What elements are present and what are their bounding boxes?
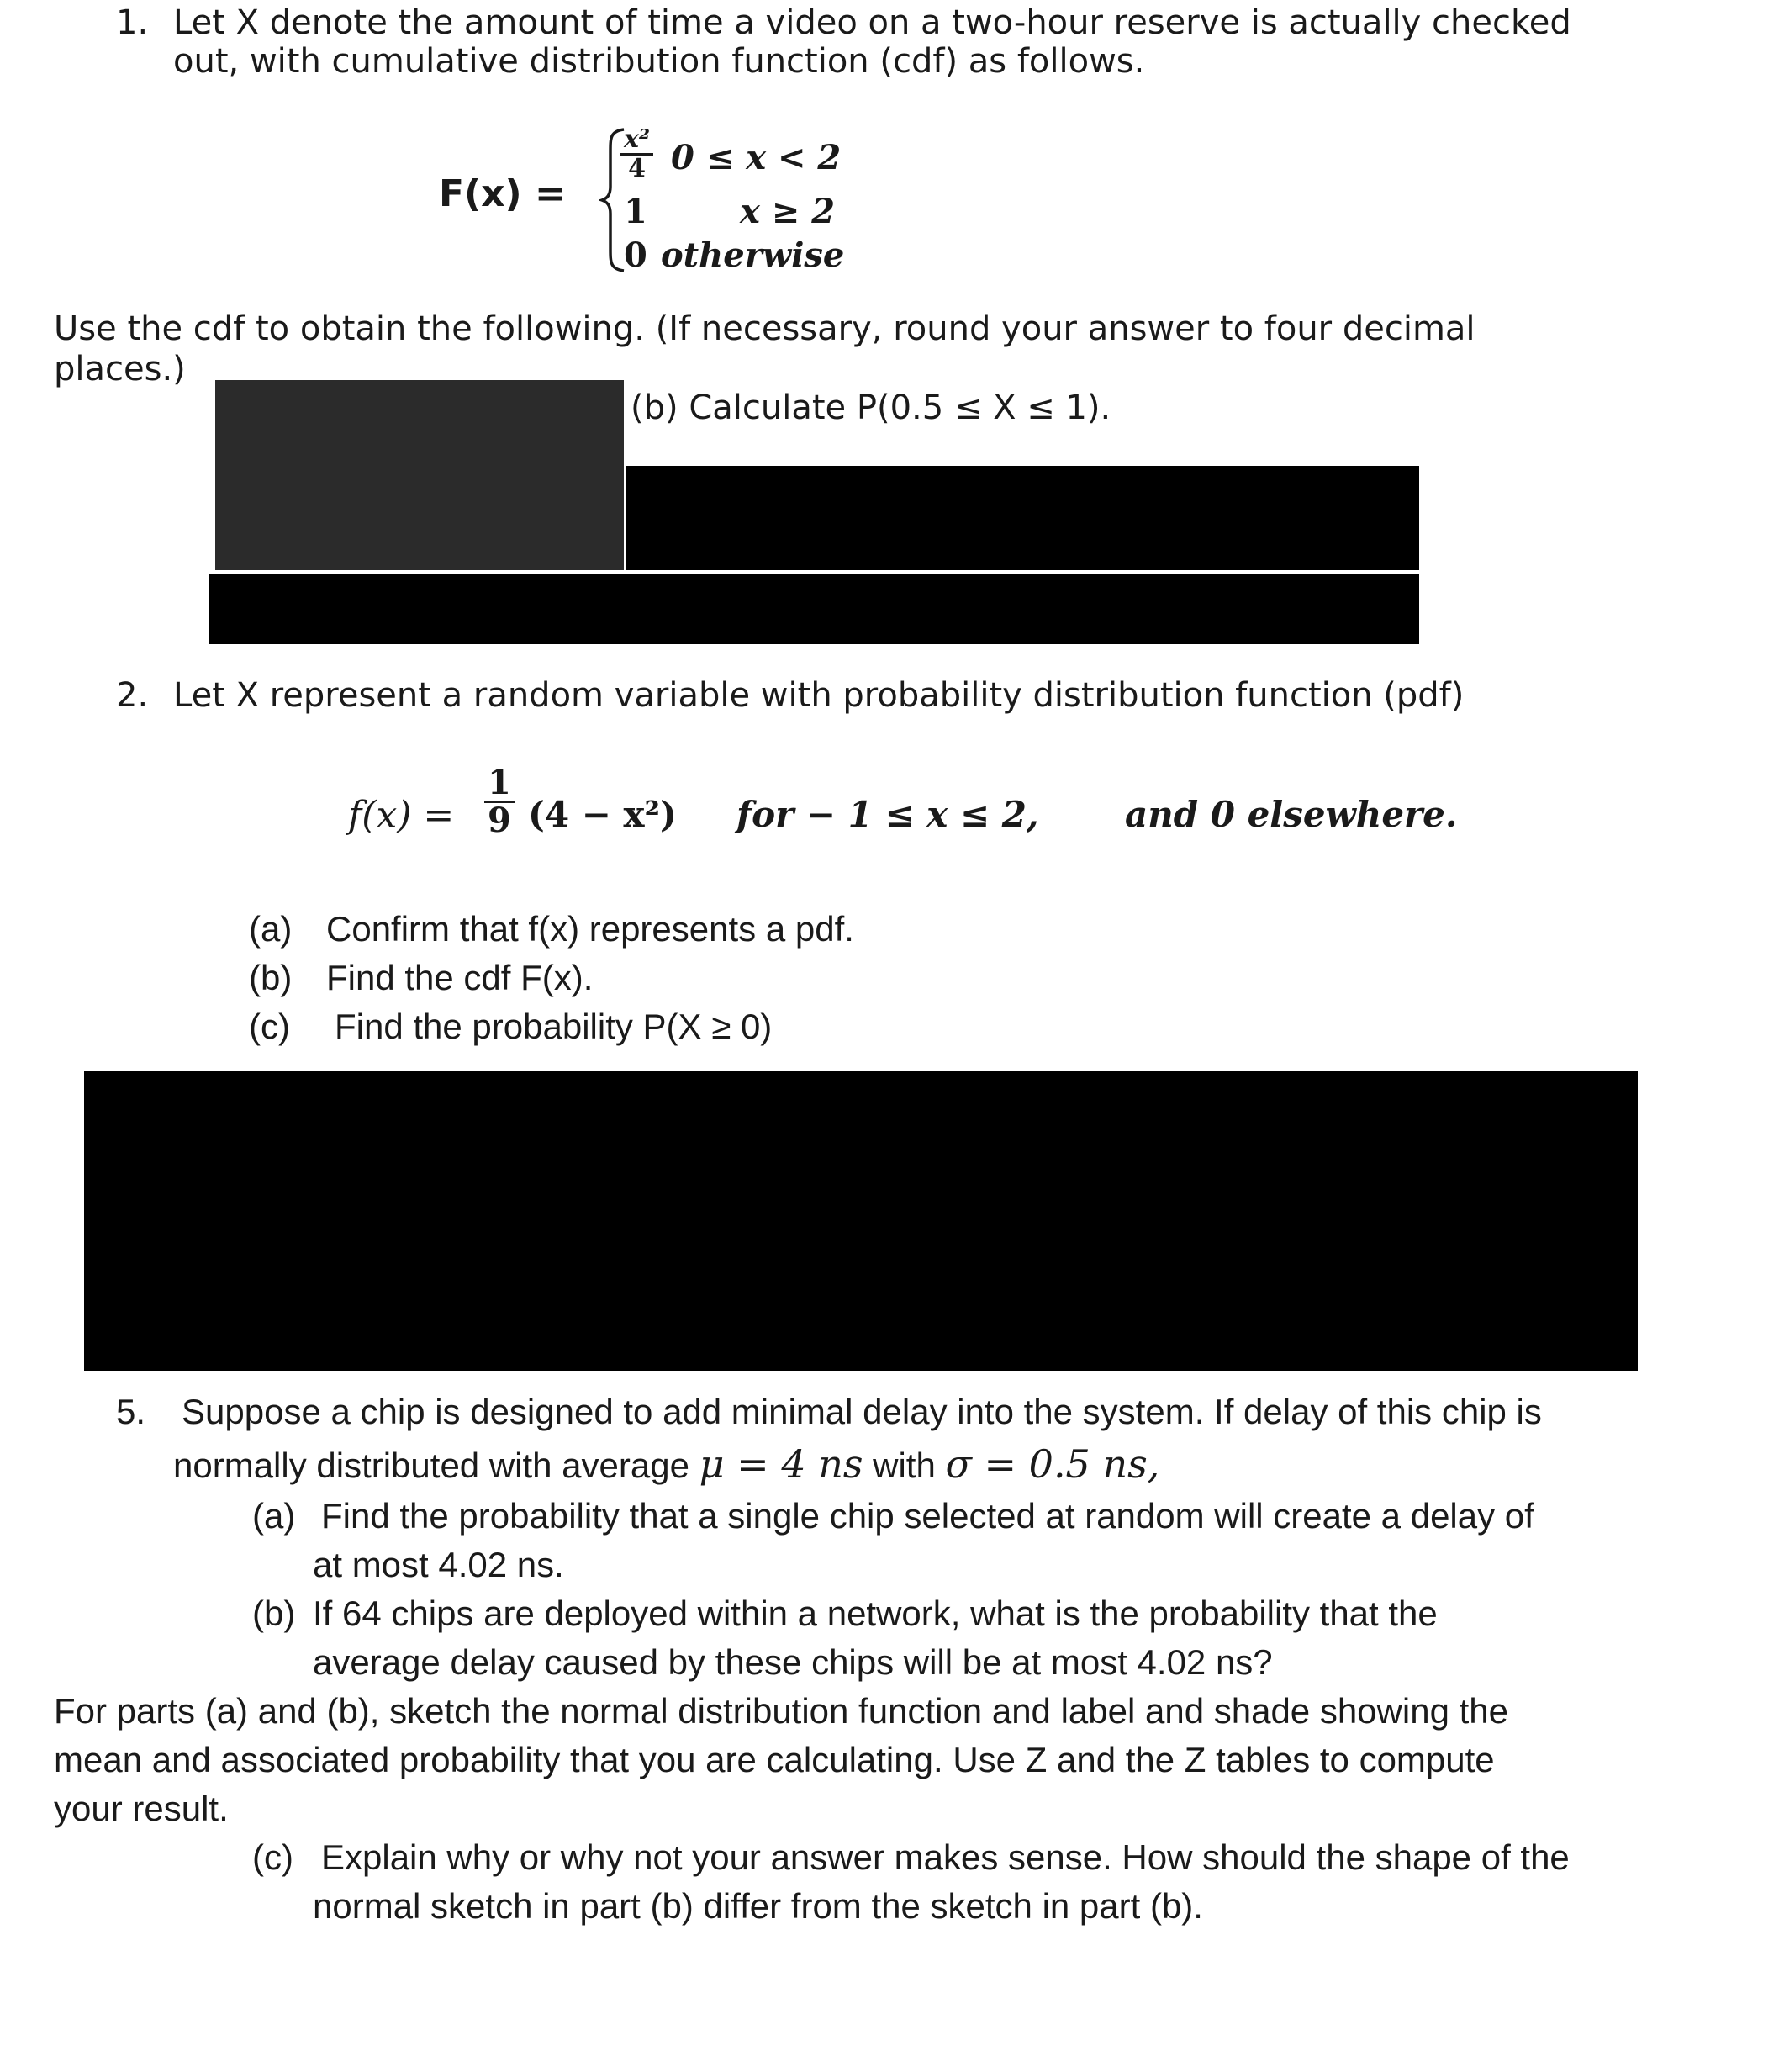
mu-expression: μ = 4 ns [699, 1441, 863, 1487]
q1-instruction-2: places.) [54, 350, 186, 388]
q5-number: 5. [116, 1392, 146, 1431]
q2-part-a-text: Confirm that f(x) represents a pdf. [326, 909, 854, 949]
q5-part-b-label: (b) [252, 1594, 296, 1633]
q5-line-2: normally distributed with average μ = 4 ns with σ = 0.5 ns, [173, 1441, 1160, 1487]
q2-part-a-label: (a) [249, 909, 293, 949]
q2-part-c-label: (c) [249, 1007, 290, 1046]
q2-number: 2. [116, 676, 149, 715]
q5-part-a-label: (a) [252, 1496, 296, 1536]
q1-instruction-1: Use the cdf to obtain the following. (If necessary, round your answer to four decimal [54, 309, 1475, 348]
redaction-block [626, 466, 1419, 570]
pdf-expression: (4 − x²) [528, 794, 677, 835]
q1-line-1: Let X denote the amount of time a video on a two-hour reserve is actually checked [173, 3, 1571, 42]
q2-part-b-label: (b) [249, 958, 293, 997]
q5-part-b-line-1: If 64 chips are deployed within a network, what is the probability that the [313, 1594, 1438, 1633]
cdf-case3-value: 0 [624, 235, 647, 275]
pdf-lhs: f(x) = [348, 794, 455, 837]
q5-part-c-line-1: Explain why or why not your answer makes sense. How should the shape of the [321, 1837, 1570, 1877]
cdf-case3-condition: otherwise [661, 235, 845, 275]
q1-number: 1. [116, 3, 149, 42]
cdf-case1-condition: 0 ≤ x < 2 [671, 138, 842, 177]
q5-part-b-line-2: average delay caused by these chips will be at most 4.02 ns? [313, 1642, 1273, 1682]
q1-line-2: out, with cumulative distribution function (cdf) as follows. [173, 42, 1145, 81]
redaction-block [84, 1071, 1638, 1371]
q2-intro: Let X represent a random variable with probability distribution function (pdf) [173, 676, 1465, 715]
cdf-lhs: F(x) = [439, 172, 566, 215]
q5-part-c-label: (c) [252, 1837, 293, 1877]
q2-part-b-text: Find the cdf F(x). [326, 958, 594, 997]
cdf-case2-value: 1 [624, 192, 647, 231]
q5-note-1: For parts (a) and (b), sketch the normal distribution function and label and shade showing the [54, 1691, 1508, 1731]
q1-part-b: (b) Calculate P(0.5 ≤ X ≤ 1). [631, 388, 1111, 427]
pdf-elsewhere: and 0 elsewhere. [1125, 794, 1458, 835]
q5-line-1: Suppose a chip is designed to add minimal delay into the system. If delay of this chip is [182, 1392, 1542, 1431]
q5-part-a-line-2: at most 4.02 ns. [313, 1545, 564, 1584]
sigma-expression: σ = 0.5 ns, [945, 1441, 1160, 1487]
q5-note-2: mean and associated probability that you are calculating. Use Z and the Z tables to compute [54, 1740, 1495, 1779]
redaction-block [209, 574, 1419, 644]
q5-part-a-line-1: Find the probability that a single chip selected at random will create a delay of [321, 1496, 1534, 1536]
pdf-domain: for − 1 ≤ x ≤ 2, [736, 794, 1039, 835]
cdf-case2-condition: x ≥ 2 [740, 192, 836, 231]
q5-part-c-line-2: normal sketch in part (b) differ from the sketch in part (b). [313, 1886, 1203, 1926]
pdf-fraction: $\frac{1}{9}$ [484, 765, 515, 838]
q2-part-c-text: Find the probability P(X ≥ 0) [335, 1007, 773, 1046]
q5-note-3: your result. [54, 1789, 229, 1828]
cdf-case1-fraction: $\frac{\text{x²}}{4}$ [620, 126, 653, 182]
redaction-block [215, 380, 624, 570]
